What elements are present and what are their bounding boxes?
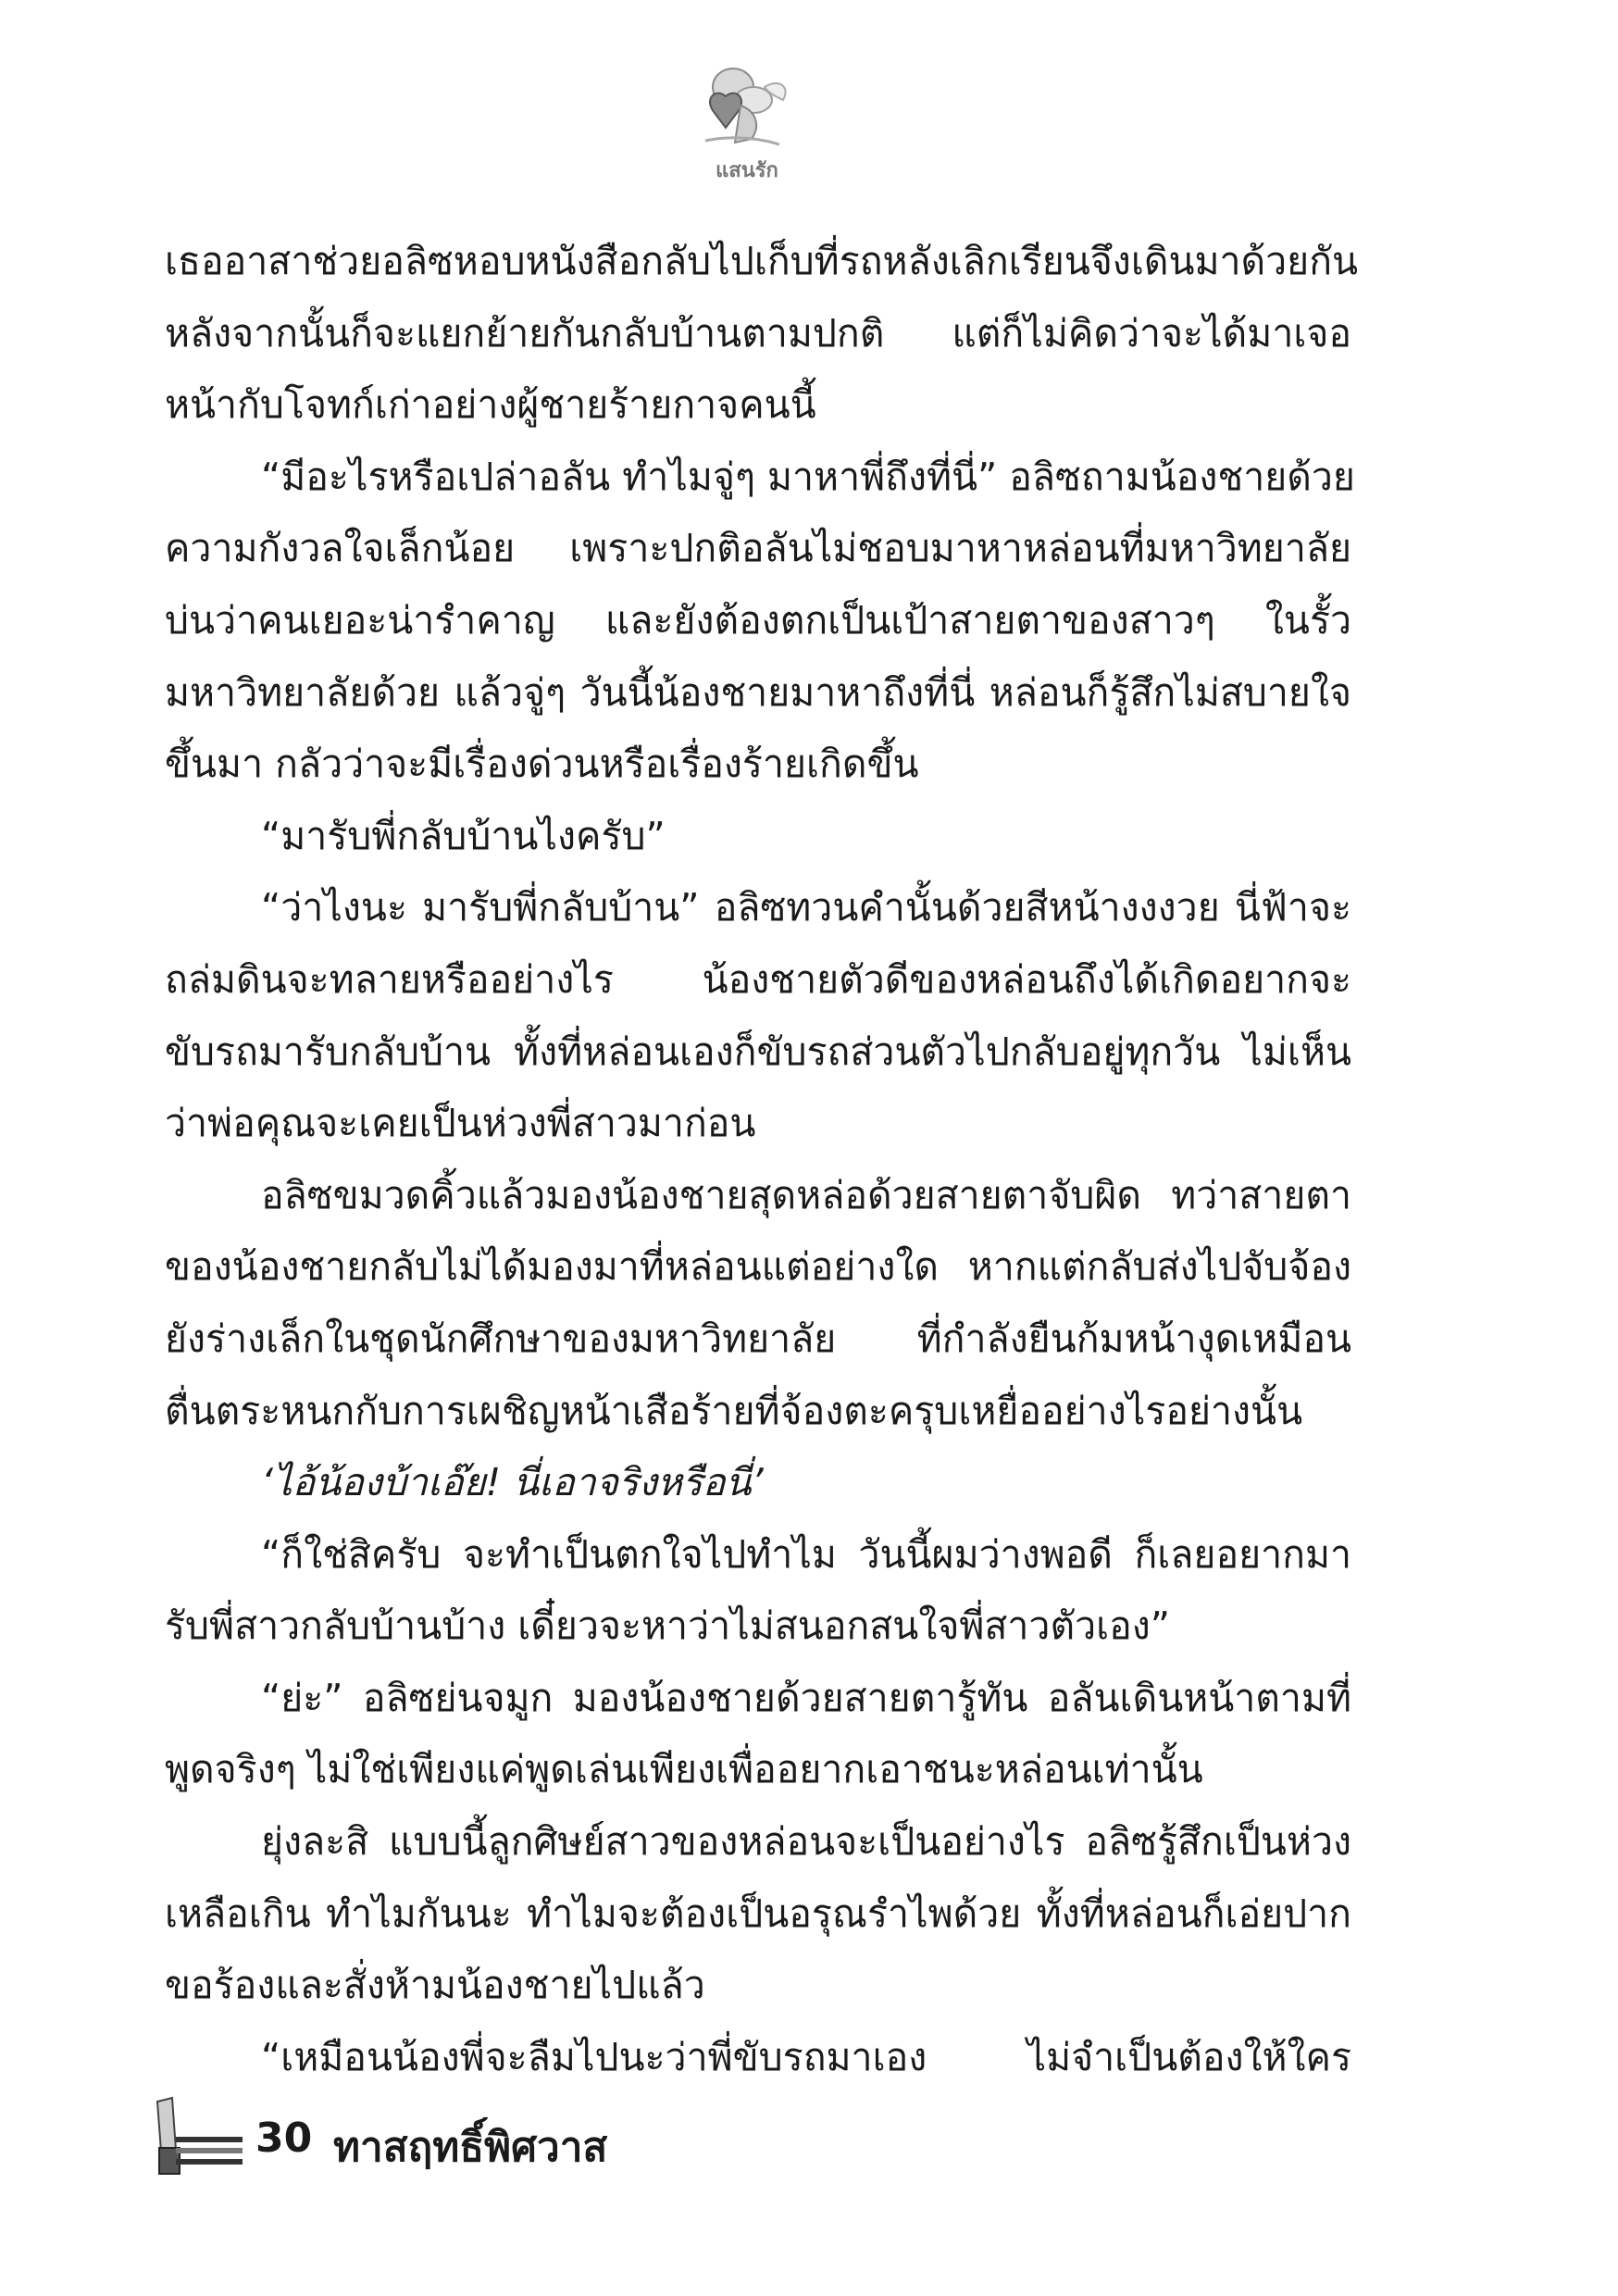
text-line: มหาวิทยาลัยด้วย แล้วจู่ๆ วันนี้น้องชายมาหาถึงที่นี่ หล่อนก็รู้สึกไม่สบายใจ	[165, 669, 1351, 715]
text-line: ของน้องชายกลับไม่ได้มองมาที่หล่อนแต่อย่างใด หากแต่กลับส่งไปจับจ้อง	[165, 1244, 1351, 1290]
page-footer	[148, 2094, 796, 2177]
text-line: ‘ไอ้น้องบ้าเอ๊ย! นี่เอาจริงหรือนี่’	[261, 1460, 764, 1505]
text-line: บ่นว่าคนเยอะน่ารำคาญ และยังต้องตกเป็นเป้าสายตาของสาวๆ ในรั้ว	[165, 597, 1351, 643]
text-line: หลังจากนั้นก็จะแยกย้ายกันกลับบ้านตามปกติ แต่ก็ไม่คิดว่าจะได้มาเจอ	[165, 310, 1351, 356]
text-line: “ว่าไงนะ มารับพี่กลับบ้าน” อลิซทวนคำนั้นด้วยสีหน้างงงวย นี่ฟ้าจะ	[261, 885, 1351, 930]
book-title: ทาสฤทธิ์พิศวาส	[333, 2124, 608, 2171]
body-text	[165, 226, 1359, 2093]
text-line: เหลือเกิน ทำไมกันนะ ทำไมจะต้องเป็นอรุณรำไพด้วย ทั้งที่หล่อนก็เอ่ยปาก	[165, 1890, 1351, 1936]
text-line: “มีอะไรหรือเปล่าอลัน ทำไมจู่ๆ มาหาพี่ถึงที่นี่” อลิซถามน้องชายด้วย	[261, 454, 1355, 499]
text-line: ถล่มดินจะทลายหรืออย่างไร น้องชายตัวดีของหล่อนถึงได้เกิดอยากจะ	[165, 956, 1351, 1002]
text-line: รับพี่สาวกลับบ้านบ้าง เดี๋ยวจะหาว่าไม่สนอกสนใจพี่สาวตัวเอง”	[165, 1603, 1170, 1649]
cupid-with-heart-icon	[687, 59, 807, 161]
publisher-logo	[687, 59, 807, 189]
logo-text: แสนรัก	[716, 159, 778, 182]
text-line: ยังร่างเล็กในชุดนักศึกษาของมหาวิทยาลัย ที่กำลังยืนก้มหน้างุดเหมือน	[165, 1316, 1351, 1361]
text-line: อลิซขมวดคิ้วแล้วมองน้องชายสุดหล่อด้วยสายตาจับผิด ทว่าสายตา	[261, 1172, 1351, 1217]
text-line: ตื่นตระหนกกับการเผชิญหน้าเสือร้ายที่จ้องตะครุบเหยื่ออย่างไรอย่างนั้น	[165, 1388, 1303, 1433]
text-line: “มารับพี่กลับบ้านไงครับ”	[261, 813, 666, 858]
text-line: “ย่ะ” อลิซย่นจมูก มองน้องชายด้วยสายตารู้ทัน อลันเดินหน้าตามที่	[261, 1675, 1351, 1720]
text-line: หน้ากับโจทก์เก่าอย่างผู้ชายร้ายกาจคนนี้	[165, 382, 816, 428]
text-line: ความกังวลใจเล็กน้อย เพราะปกติอลันไม่ชอบมาหาหล่อนที่มหาวิทยาลัย	[165, 526, 1351, 571]
text-line: ว่าพ่อคุณจะเคยเป็นห่วงพี่สาวมาก่อน	[165, 1101, 756, 1146]
text-line: ขอร้องและสั่งห้ามน้องชายไปแล้ว	[165, 1963, 705, 2008]
text-line: ขึ้นมา กลัวว่าจะมีเรื่องด่วนหรือเรื่องร้ายเกิดขึ้น	[165, 742, 919, 787]
text-line: ขับรถมารับกลับบ้าน ทั้งที่หล่อนเองก็ขับรถส่วนตัวไปกลับอยู่ทุกวัน ไม่เห็น	[165, 1029, 1351, 1074]
lipstick-icon	[148, 2094, 245, 2177]
text-line: เธออาสาช่วยอลิซหอบหนังสือกลับไปเก็บที่รถหลังเลิกเรียนจึงเดินมาด้วยกัน	[165, 239, 1359, 283]
text-line: “เหมือนน้องพี่จะลืมไปนะว่าพี่ขับรถมาเอง ไม่จำเป็นต้องให้ใคร	[261, 2034, 1351, 2079]
text-line: “ก็ใช่สิครับ จะทำเป็นตกใจไปทำไม วันนี้ผมว่างพอดี ก็เลยอยากมา	[261, 1531, 1351, 1577]
text-line: พูดจริงๆ ไม่ใช่เพียงแค่พูดเล่นเพียงเพื่ออยากเอาชนะหล่อนเท่านั้น	[165, 1747, 1203, 1792]
page-number: 30	[255, 2115, 313, 2162]
text-line: ยุ่งละสิ แบบนี้ลูกศิษย์สาวของหล่อนจะเป็นอย่างไร อลิซรู้สึกเป็นห่วง	[261, 1819, 1351, 1865]
